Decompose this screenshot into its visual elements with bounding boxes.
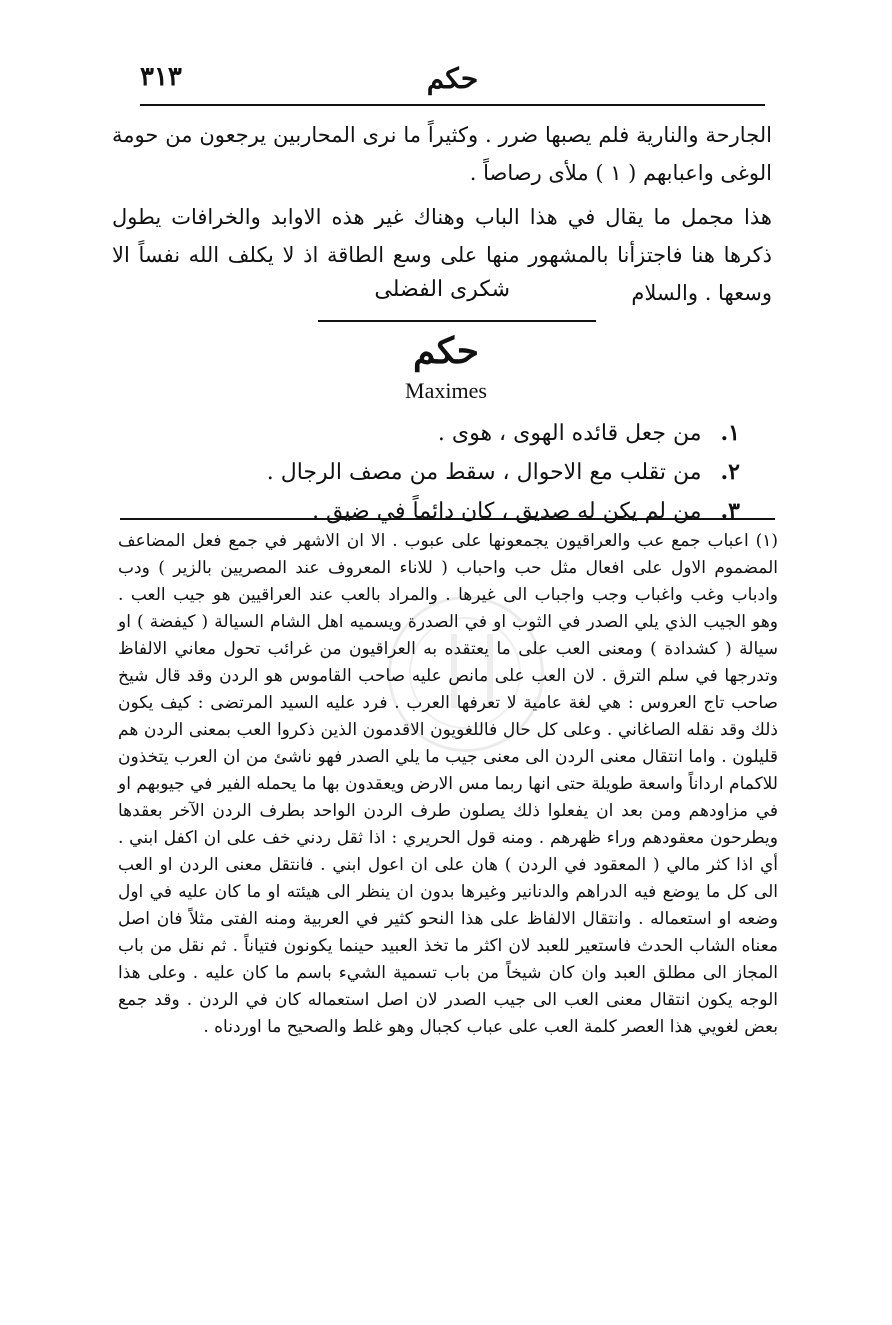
footnote-rule xyxy=(120,518,775,520)
author-signature: شكرى الفضلى xyxy=(374,277,510,302)
maxim-text: من لم يكن له صديق ، كان دائماً في ضيق . xyxy=(312,499,702,524)
maxim-item xyxy=(240,492,740,531)
section-subtitle: Maximes xyxy=(405,378,487,403)
running-title: حكم xyxy=(426,62,479,95)
maxim-text: من تقلب مع الاحوال ، سقط من مصف الرجال . xyxy=(266,460,702,485)
maxim-item xyxy=(240,414,740,453)
article-paragraph-1: الجارحة والنارية فلم يصبها ضرر . وكثيراً ما نرى المحاربين يرجعون من حومة الوغى واعبابهم ( ١ ) ملأى رصاصاً . xyxy=(112,123,772,185)
maxim-number: ٢. xyxy=(720,459,740,485)
section-divider xyxy=(318,320,596,322)
footnote-text: (١) اعباب جمع عب والعراقيون يجمعونها على عبوب . الا ان الاشهر في جمع فعل المضاعف المضموم الاول على افعال مثل حب واحباب ( للاناء المعروف عند المصريين بالزير ) ودب وادباب وغب واغباب وجب واجباب الى غيرها . والمراد بالعب عند العراقيين هو جيب العب . وهو الجيب الذي يلي الصدر في الثوب او في الصدرة ويسميه اهل الشام السيالة ( كيفضة ) او سيالة ( كشدادة ) ومعنى العب على ما يعتقده به العراقيون من غرائب تحول معاني الالفاظ وتدرجها في سلم الترق . لان العب على مانص عليه صاحب القاموس هو الردن وقد قال شيخ صاحب تاج العروس : هي لغة عامية لا تعرفها العرب . فرد عليه السيد المرتضى : كيف يكون ذلك وقد نقله الصاغاني . وعلى كل حال فاللغويون الاقدمون الذين ذكروا العب بمعنى الردن هم قليلون . واما انتقال معنى الردن الى معنى جيب ما يلي الصدر فهو ناشئ من ان العرب يتخذون للاكمام ارداناً واسعة طويلة حتى انها ربما مس الارض ويعقدون بها ما يحمله الفير في جيوبهم او في مزاودهم ومن بعد ان يفعلوا ذلك يصلون طرف الردن الواحد بطرف الردن الآخر بعقدها ويطرحون معقودهم وراء ظهرهم . ومنه قول الحريري : اذا ثقل ردني خف على ان اكفل ابني . أي اذا كثر مالي ( المعقود في الردن ) هان على ان اعول ابني . فانتقل معنى الردن او العب الى كل ما يوضع فيه الدراهم والدنانير وغيرها بدون ان ينظر الى هيئته او ما كان عليه في اول وضعه او استعماله . وانتقال الالفاظ على هذا النحو كثير في العربية ومنه الفتى مثلاً فان اصل معناه الشاب الحدث فاستعير للعبد لان اكثر ما تخذ العبيد حينما يكونون فتياناً . ثم نقل من باب المجاز الى مطلق العبد وان كان شيخاً من باب تسمية الشيء باسم ما كان عليه . وعلى هذا الوجه يكون انتقال معنى العب الى جيب الصدر لان اصل استعماله كان في الردن . وقد جمع بعض لغويي هذا العصر كلمة العب على عباب كجبال وهو غلط والصحيح ما اوردناه . xyxy=(118,531,778,1037)
header-rule xyxy=(140,104,765,106)
maxim-text: من جعل قائده الهوى ، هوى . xyxy=(437,421,702,446)
maxim-number: ٣. xyxy=(720,498,740,524)
maxim-number: ١. xyxy=(720,420,740,446)
page-header xyxy=(140,62,765,102)
page-number: ٣١٣ xyxy=(140,62,182,92)
section-title: حكم xyxy=(412,330,480,372)
article-paragraph-2: هذا مجمل ما يقال في هذا الباب وهناك غير هذه الاوابد والخرافات يطول ذكرها هنا فاجتزأنا بالمشهور منها على وسع الطاقة اذ لا يكلف الله نفساً الا وسعها . والسلام xyxy=(112,205,772,305)
maxim-item xyxy=(240,453,740,492)
maxims-list xyxy=(240,414,740,531)
